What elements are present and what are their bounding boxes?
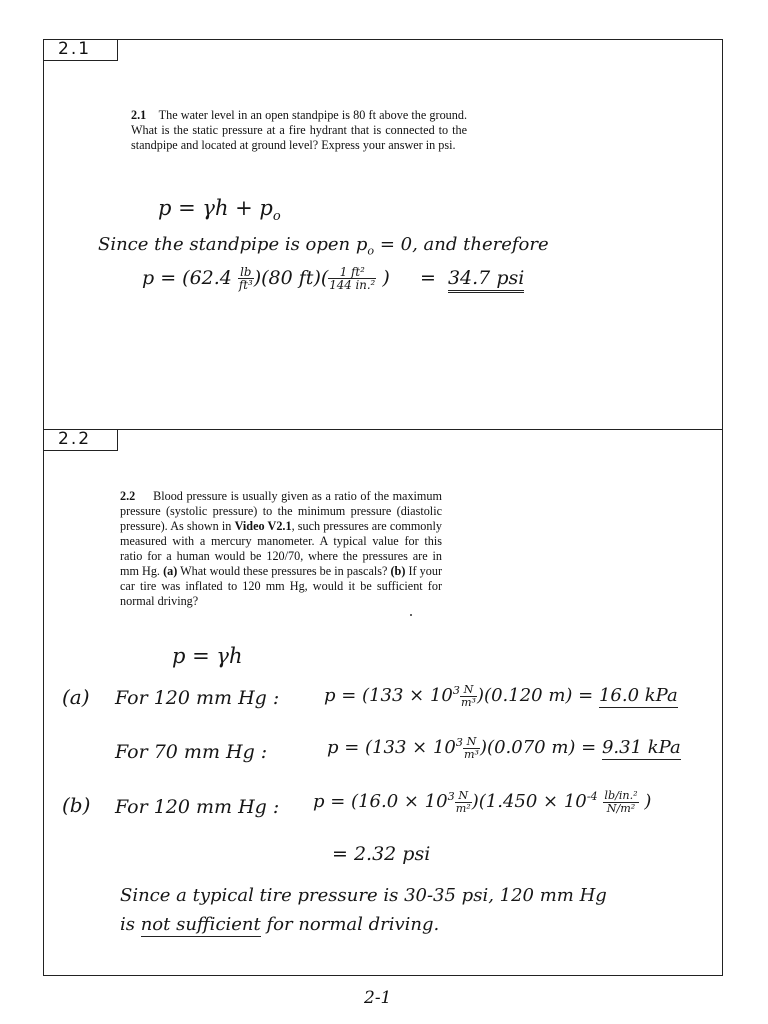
part-b-left: For 120 mm Hg :: [115, 796, 280, 818]
stray-mark: [410, 614, 412, 616]
problem-number: 2.1: [131, 108, 147, 122]
answer-2-1: 34.7 psi: [448, 267, 524, 293]
section-tab-2-2: 2.2: [43, 429, 118, 451]
problem-number: 2.2: [120, 489, 136, 503]
part-a-label: (a): [62, 685, 90, 709]
solution-line-open: Since the standpipe is open $p_o = 0$, and therefore: [98, 234, 549, 258]
section-tab-2-1: 2.1: [43, 39, 118, 61]
eq-gamma-h: p = γh: [172, 644, 243, 668]
part-a-line1-calc: $p = (133 \times 10^3$ $\frac{N}{\text{m³}}$ )(0.120 m) = 16.0 kPa: [324, 683, 678, 709]
conclusion-line2: is not sufficient for normal driving.: [120, 914, 440, 935]
part-b-calc: $p = (16.0 \times 10^3$ $\frac{N}{\text{m²}}$ )($1.450 \times 10^{-4}$ $\frac{\text{lb/in.²}}{\text{N/m²}}$ ): [313, 789, 652, 815]
conclusion-line1: Since a typical tire pressure is 30-35 psi, 120 mm Hg: [120, 885, 607, 906]
page-number: 2-1: [364, 988, 392, 1008]
part-a-line2-calc: $p = (133 \times 10^3$ $\frac{N}{\text{m³}}$ )(0.070 m) = 9.31 kPa: [327, 735, 681, 761]
section-divider: [43, 429, 723, 430]
answer-2-2-a1: 16.0 kPa: [598, 685, 678, 707]
problem-2-1-statement: [131, 108, 467, 153]
part-a-line2-left: For 70 mm Hg :: [115, 741, 268, 763]
part-a-line1-left: For 120 mm Hg :: [115, 687, 280, 709]
part-b-result: = 2.32 psi: [332, 843, 431, 865]
problem-2-2-statement: 2.2 Blood pressure is usually given as a ratio of the maximum pressure (systolic pressure) to the minimum pressure (diastolic pressure). As shown in Video V2.1, such pressures are commonly measured with a mercury manometer. A typical value for this ratio for a human would be 120/70, where the pressures are in mm Hg. (a) What would these pressures be in pascals? (b) If your car tire was inflated to 120 mm Hg, would it be sufficient for normal driving?: [120, 489, 443, 608]
problem-text: The water level in an open standpipe is 80 ft above the ground. What is the static pressure at a fire hydrant that is connected to the standpipe and located at ground level? Express your answer in psi.: [131, 108, 468, 152]
part-b-label: (b): [62, 793, 91, 817]
answer-2-2-a2: 9.31 kPa: [601, 737, 681, 759]
solution-calc-2-1: p = (62.4 $\frac{lb}{\text{ft³}}$ )(80 ft)( $\frac{\text{1 ft²}}{\text{144 in.²}}$ ) = 34.7 psi: [142, 265, 525, 293]
eq-hydrostatic: $p = \gamma h + p_o$: [158, 196, 281, 225]
